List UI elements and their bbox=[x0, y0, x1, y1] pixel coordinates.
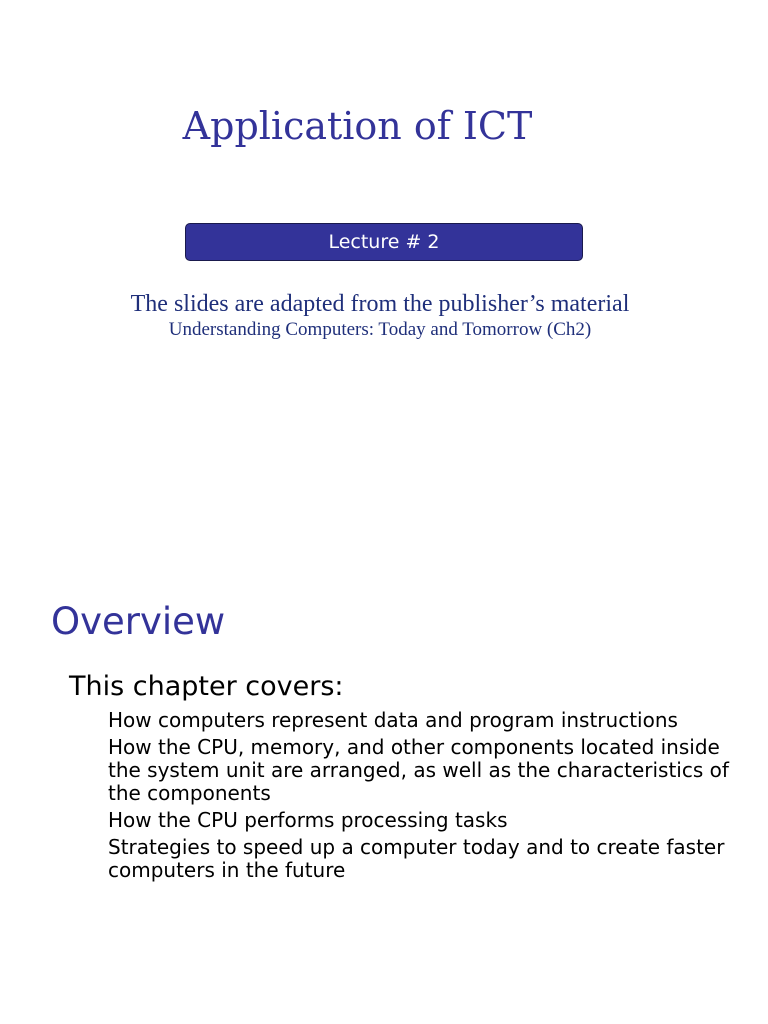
lecture-number-banner bbox=[185, 223, 583, 261]
overview-heading: Overview bbox=[51, 600, 226, 643]
list-item: How the CPU, memory, and other components located inside the system unit are arranged, as well as the characteristics of the components bbox=[108, 735, 729, 805]
list-item: Strategies to speed up a computer today and to create faster computers in the future bbox=[108, 835, 725, 882]
list-item: How the CPU performs processing tasks bbox=[108, 808, 508, 832]
lecture-number-label: Lecture # 2 bbox=[328, 231, 440, 253]
chapter-intro: This chapter covers: bbox=[69, 671, 344, 702]
slide-title: Application of ICT bbox=[182, 104, 533, 148]
list-item: How computers represent data and program instructions bbox=[108, 708, 678, 732]
chapter-topics-list bbox=[108, 709, 748, 886]
source-note: The slides are adapted from the publisher’s material bbox=[130, 291, 630, 317]
book-reference: Understanding Computers: Today and Tomorrow (Ch2) bbox=[168, 319, 592, 340]
